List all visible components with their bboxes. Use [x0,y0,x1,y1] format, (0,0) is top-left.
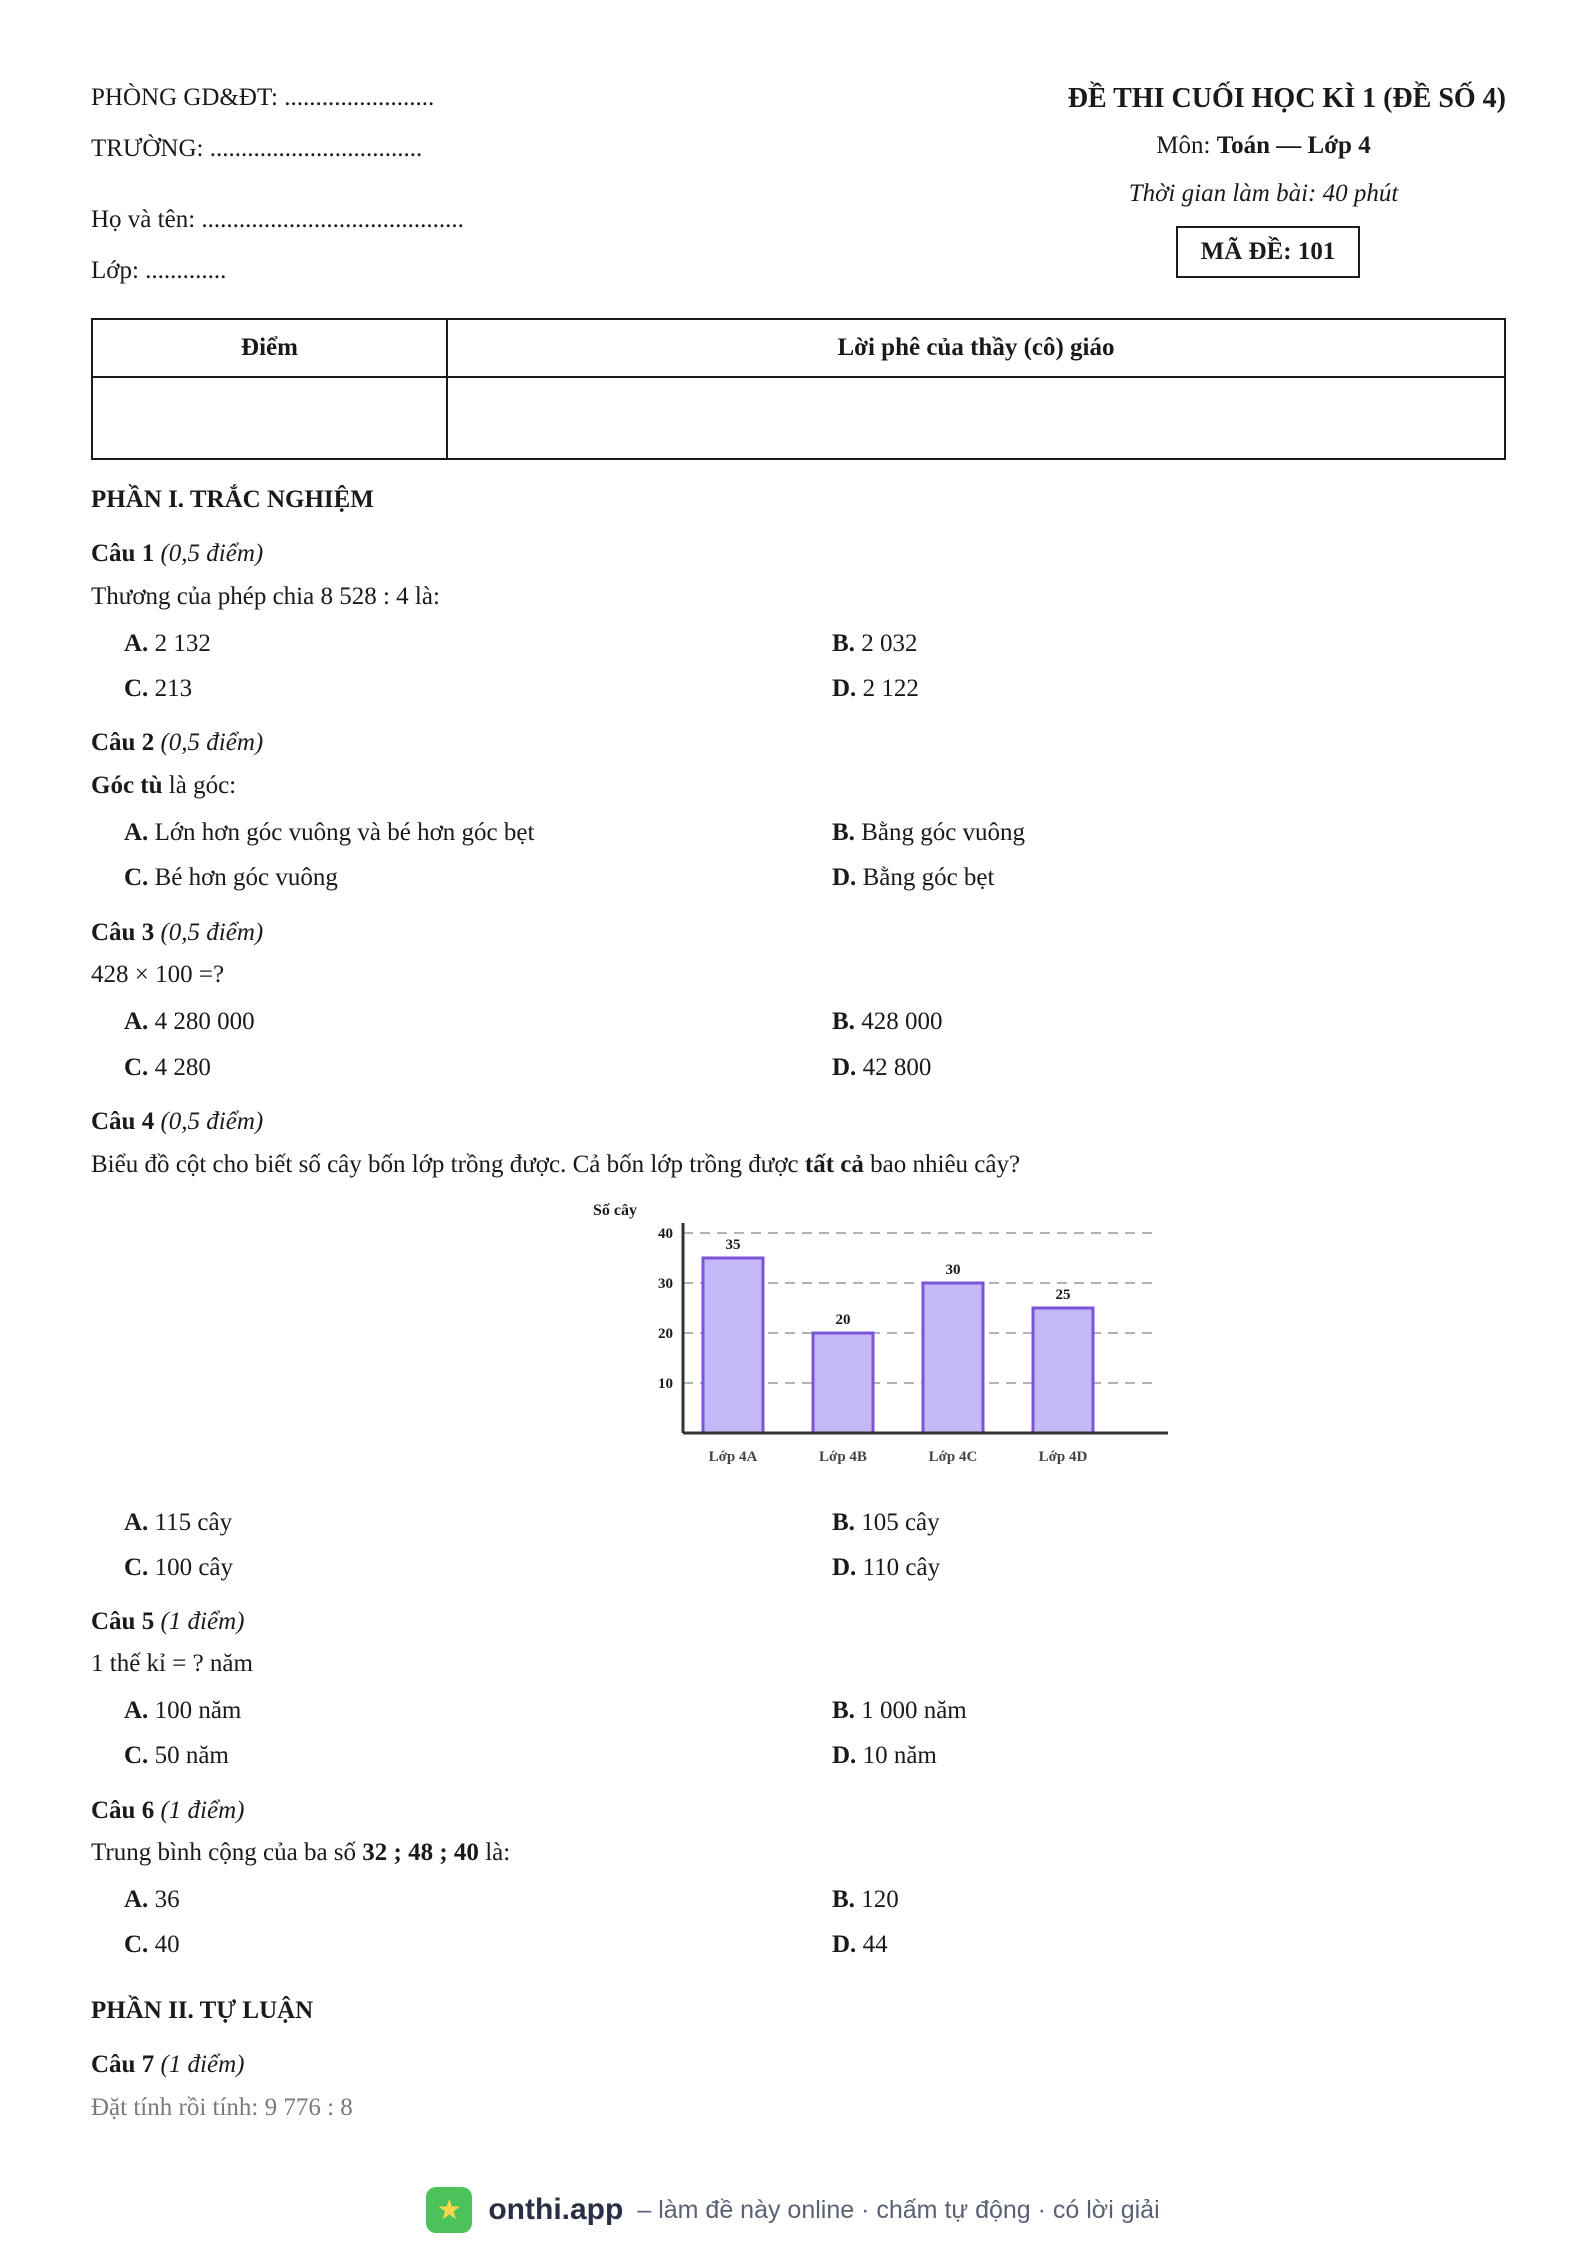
q4-option-d[interactable] [832,1554,940,1582]
stem-rest: là góc: [162,772,237,799]
star-icon: ★ [436,2194,462,2225]
option-letter: B. [832,1886,855,1913]
duration: Thời gian làm bài: 40 phút [1128,180,1399,207]
option-text: 1 000 năm [861,1697,967,1724]
option-text: 42 800 [862,1054,932,1081]
question-5-stem: 1 thế kỉ = ? năm [91,1650,253,1677]
question-label: Câu 1 [91,540,155,567]
comment-header: Lời phê của thầy (cô) giáo [447,319,1505,377]
stem-bold: Góc tù [91,772,163,799]
option-text: 44 [862,1931,888,1958]
footer-banner[interactable] [0,2180,1586,2240]
question-label: Câu 4 [91,1108,155,1135]
bar-lớp-4c [923,1283,983,1433]
x-tick-label: Lớp 4D [1038,1449,1088,1465]
question-label: Câu 2 [91,729,155,756]
y-tick-label: 30 [658,1276,673,1292]
option-text: 40 [154,1931,180,1958]
option-letter: B. [832,630,855,657]
bar-chart [518,1195,1178,1485]
option-text: 2 122 [862,675,919,702]
stem-pre: Trung bình cộng của ba số [91,1839,363,1866]
question-3-label [91,919,263,947]
part2-heading: PHẦN II. TỰ LUẬN [91,1997,314,2024]
option-letter: B. [832,1008,855,1035]
comment-cell [447,377,1505,459]
stem-post: là: [478,1839,511,1866]
question-6-label [91,1797,244,1825]
question-5-label [91,1608,244,1636]
q2-option-c[interactable] [124,864,338,892]
option-text: 50 năm [154,1742,229,1769]
question-points: (0,5 điểm) [160,729,264,756]
option-letter: A. [124,1008,149,1035]
option-text: 115 cây [154,1509,233,1536]
q5-option-a[interactable] [124,1697,241,1725]
question-4-label [91,1108,263,1136]
q4-option-c[interactable] [124,1554,233,1582]
subject-name: Toán — Lớp 4 [1216,132,1371,159]
question-points: (0,5 điểm) [160,919,264,946]
q5-option-d[interactable] [832,1742,937,1770]
q5-option-b[interactable] [832,1697,967,1725]
subject-line [1021,132,1506,160]
option-letter: D. [832,675,857,702]
x-tick-label: Lớp 4B [819,1449,867,1465]
q4-option-b[interactable] [832,1509,940,1537]
q4-option-a[interactable] [124,1509,232,1537]
question-6-stem [91,1839,510,1867]
q2-option-d[interactable] [832,864,994,892]
option-text: 36 [154,1886,180,1913]
q3-option-c[interactable] [124,1054,211,1082]
option-letter: C. [124,1054,149,1081]
brand-tagline: – làm đề này online · chấm tự động · có lời giải [637,2195,1160,2224]
question-1-label [91,540,263,568]
x-tick-label: Lớp 4C [928,1449,978,1465]
option-text: 4 280 [154,1054,211,1081]
option-letter: C. [124,1554,149,1581]
option-text: 2 032 [861,630,918,657]
question-7-stem: Đặt tính rồi tính: 9 776 : 8 [91,2094,353,2121]
class-field: Lớp: ............. [91,257,227,284]
option-text: 428 000 [861,1008,943,1035]
question-points: (0,5 điểm) [160,1108,264,1135]
part1-heading: PHẦN I. TRẮC NGHIỆM [91,486,374,513]
bar-value-label: 25 [1055,1287,1071,1303]
y-tick-label: 20 [658,1326,673,1342]
stem-bold: tất cả [804,1151,864,1178]
option-letter: C. [124,864,149,891]
brand-logo[interactable] [426,2187,472,2233]
option-letter: A. [124,819,149,846]
exam-page [91,0,1506,2244]
bar-value-label: 20 [835,1312,851,1328]
question-label: Câu 5 [91,1608,155,1635]
y-tick-label: 10 [658,1376,673,1392]
question-3-stem: 428 × 100 =? [91,961,225,988]
q1-option-c[interactable] [124,675,192,703]
option-letter: D. [832,1742,857,1769]
option-letter: B. [832,1697,855,1724]
chart-ylabel: Số cây [593,1202,637,1219]
question-4-stem [91,1151,1020,1179]
option-text: 110 cây [862,1554,941,1581]
score-table [91,318,1506,460]
q1-option-a[interactable] [124,630,211,658]
q3-option-a[interactable] [124,1008,255,1036]
exam-title: ĐỀ THI CUỐI HỌC KÌ 1 (ĐỀ SỐ 4) [1067,83,1506,114]
option-text: Bé hơn góc vuông [154,864,338,891]
y-tick-label: 40 [658,1226,673,1242]
option-text: 100 cây [154,1554,234,1581]
option-letter: B. [832,819,855,846]
bar-lớp-4a [703,1258,763,1433]
stem-pre: Biểu đồ cột cho biết số cây bốn lớp trồng được. Cả bốn lớp trồng được [91,1151,805,1178]
question-label: Câu 7 [91,2051,155,2078]
option-letter: C. [124,675,149,702]
option-text: Lớn hơn góc vuông và bé hơn góc bẹt [154,819,535,846]
option-letter: A. [124,1509,149,1536]
dept-field: PHÒNG GD&ĐT: ........................ [91,84,435,111]
stem-post: bao nhiêu cây? [863,1151,1021,1178]
q3-option-d[interactable] [832,1054,931,1082]
option-text: 4 280 000 [154,1008,255,1035]
q6-option-b[interactable] [832,1886,899,1914]
school-field: TRƯỜNG: .................................. [91,135,423,162]
option-letter: B. [832,1509,855,1536]
q1-option-d[interactable] [832,675,919,703]
q2-option-b[interactable] [832,819,1025,847]
option-text: 100 năm [154,1697,242,1724]
q6-option-c[interactable] [124,1931,180,1959]
q2-option-a[interactable] [124,819,534,847]
option-text: 2 132 [154,630,211,657]
option-letter: A. [124,1886,149,1913]
q6-option-d[interactable] [832,1931,888,1959]
option-letter: D. [832,1054,857,1081]
q1-option-b[interactable] [832,630,917,658]
option-text: 213 [154,675,193,702]
option-letter: D. [832,1931,857,1958]
q5-option-c[interactable] [124,1742,229,1770]
exam-code: MÃ ĐỀ: 101 [1200,238,1336,265]
bar-lớp-4d [1033,1308,1093,1433]
question-points: (1 điểm) [160,1608,245,1635]
bar-value-label: 35 [725,1237,741,1253]
stem-bold: 32 ; 48 ; 40 [362,1839,479,1866]
option-letter: C. [124,1742,149,1769]
bar-value-label: 30 [945,1262,961,1278]
score-header: Điểm [92,319,447,377]
x-tick-label: Lớp 4A [708,1449,758,1465]
question-label: Câu 6 [91,1797,155,1824]
option-text: Bằng góc vuông [861,819,1026,846]
question-7-label [91,2051,244,2079]
chart-bars [703,1237,1093,1433]
exam-code-box [1176,226,1360,278]
question-points: (0,5 điểm) [160,540,264,567]
question-label: Câu 3 [91,919,155,946]
option-letter: D. [832,1554,857,1581]
q6-option-a[interactable] [124,1886,180,1914]
question-2-stem [91,772,236,800]
score-cell [92,377,447,459]
option-text: 10 năm [862,1742,937,1769]
option-letter: D. [832,864,857,891]
option-letter: A. [124,1697,149,1724]
option-letter: A. [124,630,149,657]
q3-option-b[interactable] [832,1008,942,1036]
option-letter: C. [124,1931,149,1958]
question-2-label [91,729,263,757]
question-points: (1 điểm) [160,2051,245,2078]
option-text: Bằng góc bẹt [862,864,995,891]
question-points: (1 điểm) [160,1797,245,1824]
brand-name[interactable]: onthi.app [488,2193,624,2226]
option-text: 105 cây [861,1509,940,1536]
bar-lớp-4b [813,1333,873,1433]
subject-prefix: Môn: [1156,132,1217,159]
name-field: Họ và tên: .......................................... [91,206,464,233]
option-text: 120 [861,1886,899,1913]
question-1-stem: Thương của phép chia 8 528 : 4 là: [91,583,440,610]
